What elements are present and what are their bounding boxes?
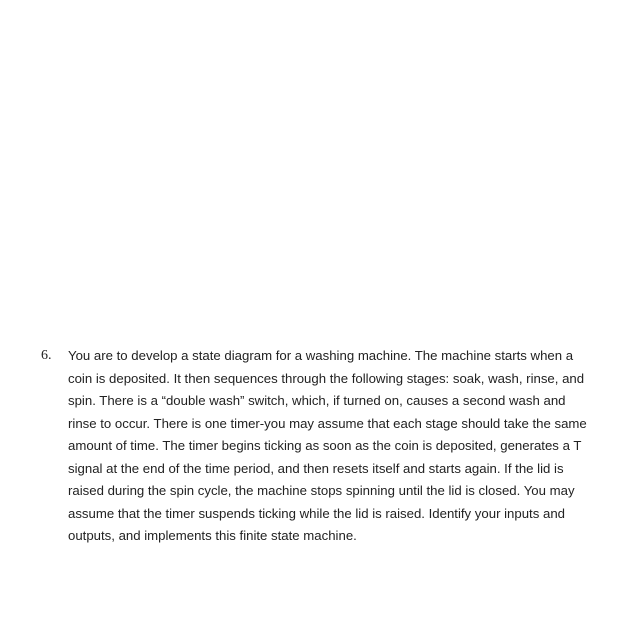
question-line: signal at the end of the time period, and then resets itself and starts again. If the lid is [68,460,564,476]
question-line: coin is deposited. It then sequences through the following stages: soak, wash, rinse, and [68,370,585,386]
question-line: You are to develop a state diagram for a washing machine. The machine starts when a [68,348,574,363]
question-line: outputs, and implements this finite state machine. [68,528,357,543]
question-line: assume that the timer suspends ticking while the lid is raised. Identify your inputs and [68,505,565,521]
question-line: raised during the spin cycle, the machine stops spinning until the lid is closed. You may [68,483,575,498]
question-line: rinse to occur. There is one timer-you may assume that each stage should take the same [68,415,587,431]
question-line: amount of time. The timer begins ticking as soon as the coin is deposited, generates a T [68,438,582,453]
question-number: 6. [41,348,52,363]
question-text [68,345,601,548]
question-line: spin. There is a “double wash” switch, which, if turned on, causes a second wash and [68,393,566,408]
